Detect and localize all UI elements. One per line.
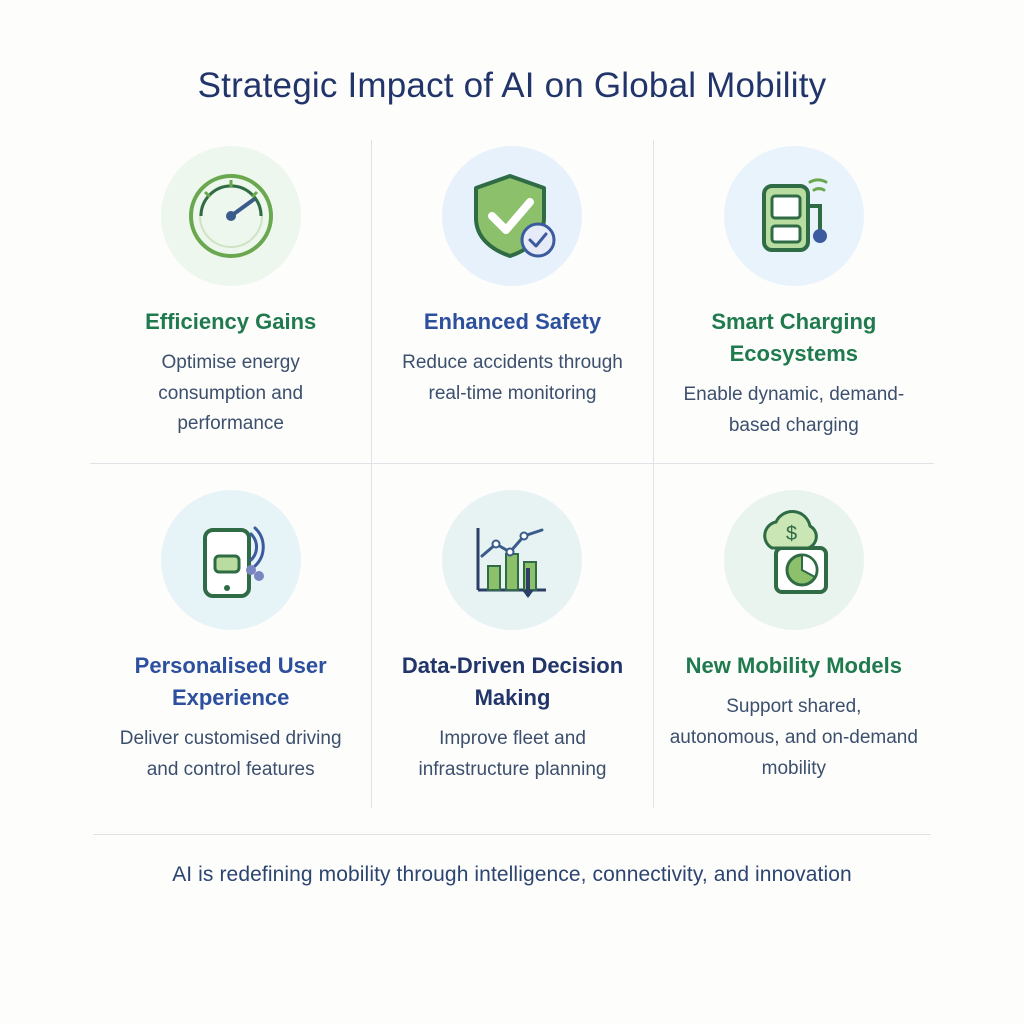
- page-title: Strategic Impact of AI on Global Mobility: [197, 66, 827, 105]
- card-description: Reduce accidents through real-time monitoring: [402, 351, 623, 404]
- card-title: Efficiency Gains: [145, 309, 317, 334]
- card-efficiency-gains: [90, 140, 371, 463]
- card-title: Enhanced Safety: [423, 309, 602, 334]
- cloud-pie-tablet-icon: [738, 504, 850, 616]
- footer-divider: [93, 834, 931, 835]
- card-title: Data-Driven Decision Making: [401, 653, 624, 711]
- cards-grid: [90, 140, 934, 808]
- bar-chart-trend-icon-container: [442, 490, 582, 630]
- card-new-mobility-models: [653, 463, 934, 807]
- svg-text:$: $: [785, 523, 797, 546]
- shield-check-icon-container: [442, 146, 582, 286]
- card-personalised-user-experience: [90, 463, 371, 807]
- card-description: Improve fleet and infrastructure planning: [418, 728, 607, 780]
- card-description: Support shared, autonomous, and on-demand mobility: [669, 696, 918, 779]
- bar-chart-trend-icon: [456, 504, 568, 616]
- speedometer-icon: [175, 160, 287, 272]
- card-enhanced-safety: [371, 140, 652, 463]
- card-data-driven-decision-making: [371, 463, 652, 807]
- charging-station-icon: [738, 160, 850, 272]
- charging-station-icon-container: [724, 146, 864, 286]
- cloud-pie-tablet-icon-container: [724, 490, 864, 630]
- card-description: Optimise energy consumption and performance: [158, 351, 304, 435]
- card-description: Deliver customised driving and control features: [119, 728, 342, 780]
- card-smart-charging-ecosystems: [653, 140, 934, 463]
- card-title: New Mobility Models: [685, 653, 902, 679]
- shield-check-icon: [456, 160, 568, 272]
- card-title: Smart Charging Ecosystems: [711, 309, 877, 366]
- smartphone-signal-icon-container: [161, 490, 301, 630]
- footer-caption: AI is redefining mobility through intelligence, connectivity, and innovation: [172, 862, 852, 886]
- card-description: Enable dynamic, demand-based charging: [683, 383, 905, 436]
- speedometer-icon-container: [161, 146, 301, 286]
- smartphone-signal-icon: [175, 504, 287, 616]
- card-title: Personalised User Experience: [134, 653, 327, 711]
